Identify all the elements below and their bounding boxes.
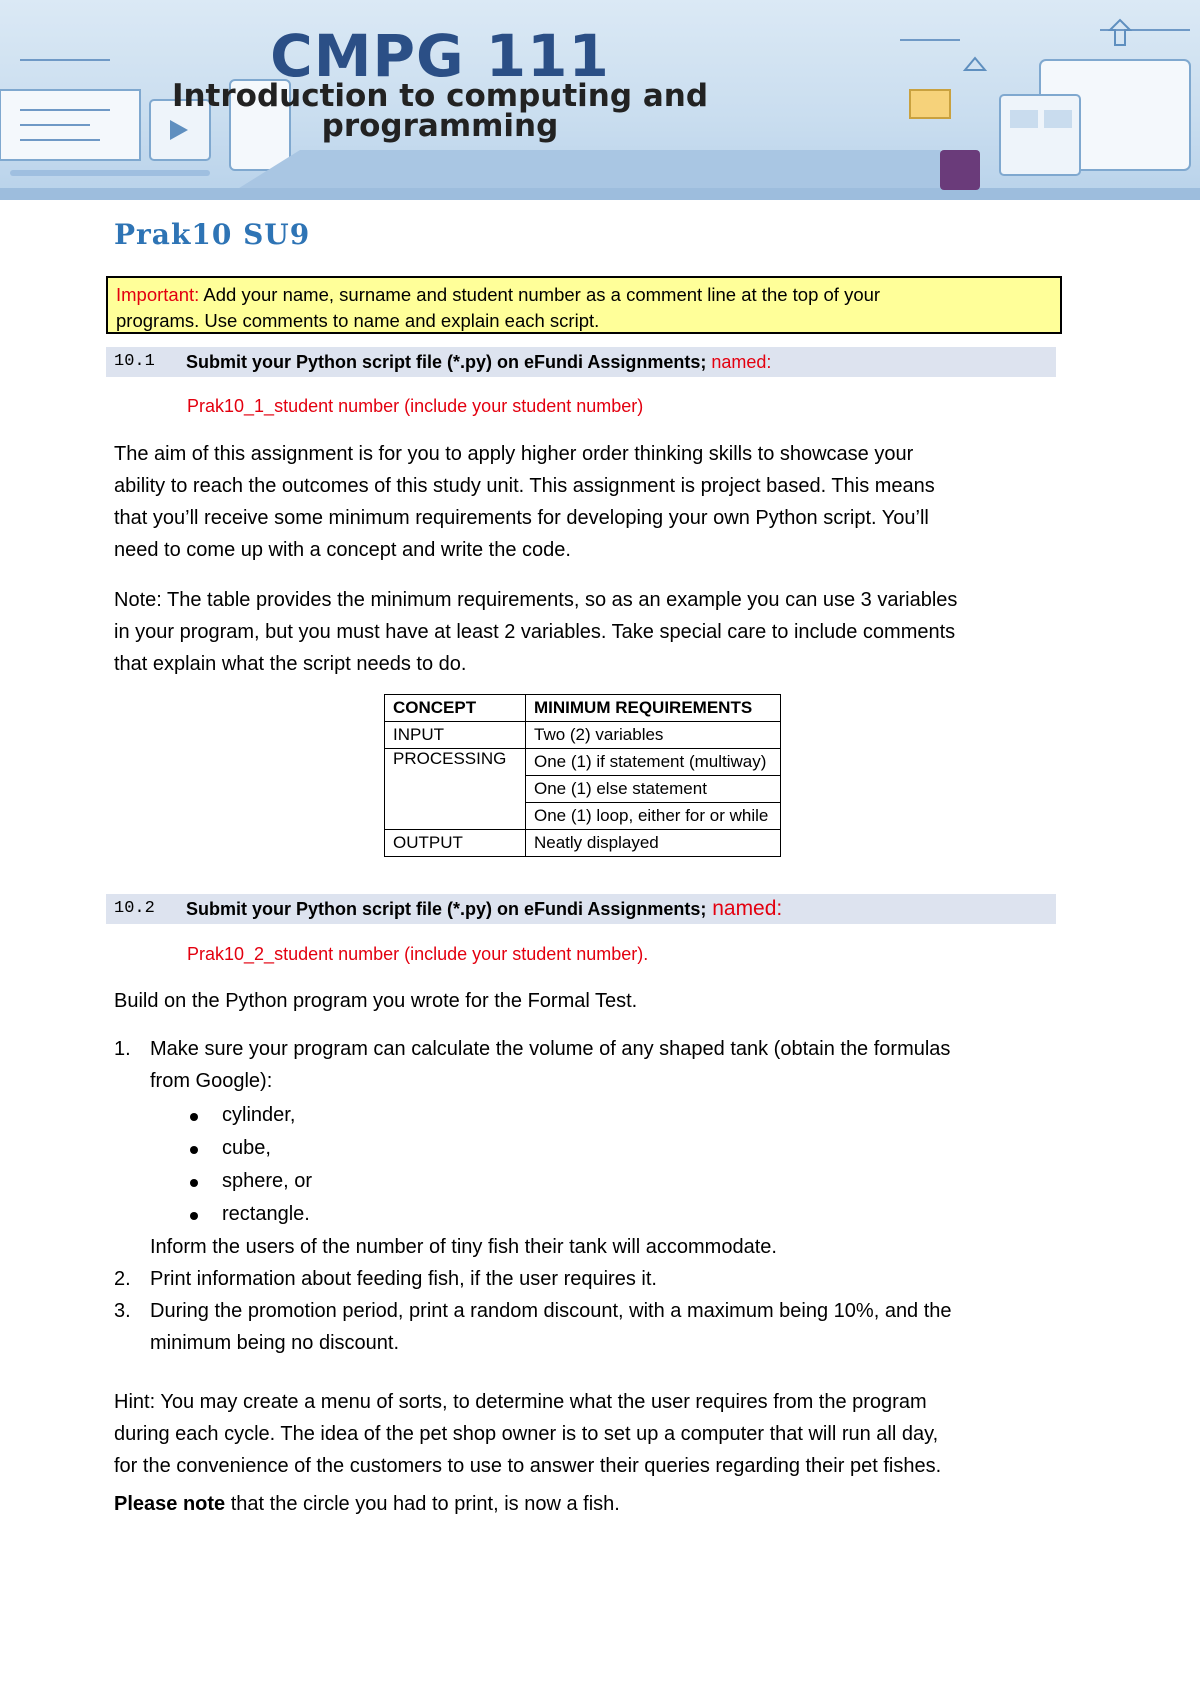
section-instruction: Submit your Python script file (*.py) on eFundi Assignments; bbox=[186, 899, 707, 919]
table-cell-concept: OUTPUT bbox=[385, 830, 526, 857]
section-heading bbox=[186, 894, 782, 924]
note-paragraph bbox=[114, 584, 1056, 680]
list-number: 2. bbox=[114, 1268, 131, 1290]
bullet-text: cylinder, bbox=[222, 1104, 296, 1126]
hint-line-2: during each cycle. The idea of the pet shop owner is to set up a computer that will run all day, bbox=[114, 1423, 939, 1445]
section-10-2-filename: Prak10_2_student number (include your student number). bbox=[187, 944, 649, 964]
section-number: 10.2 bbox=[114, 899, 155, 918]
hint-paragraph bbox=[114, 1386, 1056, 1482]
intro-line-1: The aim of this assignment is for you to apply higher order thinking skills to showcase your bbox=[114, 443, 914, 465]
table-cell-requirement: One (1) else statement bbox=[526, 776, 781, 803]
build-line: Build on the Python program you wrote for the Formal Test. bbox=[114, 990, 638, 1012]
intro-line-3: that you’ll receive some minimum requirements for developing your own Python script. You’ll bbox=[114, 507, 929, 529]
list-item-2 bbox=[114, 1263, 1064, 1295]
section-10-1-header bbox=[106, 347, 1056, 377]
shape-bullets bbox=[150, 1099, 1064, 1231]
table-cell-concept: INPUT bbox=[385, 722, 526, 749]
list-item bbox=[150, 1099, 1064, 1132]
section-named-label: named: bbox=[706, 352, 772, 372]
bullet-icon bbox=[190, 1212, 198, 1220]
list-item-3-line-1: During the promotion period, print a random discount, with a maximum being 10%, and the bbox=[150, 1300, 952, 1322]
table-cell-requirement: Neatly displayed bbox=[526, 830, 781, 857]
list-item-3-line-2: minimum being no discount. bbox=[150, 1332, 400, 1354]
banner-subtitle-line-2: programming bbox=[321, 108, 559, 144]
list-number: 3. bbox=[114, 1300, 131, 1322]
list-item-1 bbox=[114, 1033, 1064, 1263]
important-notice bbox=[106, 276, 1062, 334]
list-item-1-line-1: Make sure your program can calculate the volume of any shaped tank (obtain the formulas bbox=[150, 1038, 951, 1060]
table-header-row bbox=[385, 695, 781, 722]
bullet-icon bbox=[190, 1113, 198, 1121]
bullet-icon bbox=[190, 1146, 198, 1154]
section-instruction: Submit your Python script file (*.py) on eFundi Assignments; bbox=[186, 352, 707, 372]
final-note-text: that the circle you had to print, is now a fish. bbox=[225, 1493, 620, 1515]
table-cell-requirement: Two (2) variables bbox=[526, 722, 781, 749]
bullet-text: sphere, or bbox=[222, 1170, 313, 1192]
list-item-1-line-2: from Google): bbox=[150, 1070, 273, 1092]
table-row bbox=[385, 749, 781, 776]
banner-subtitle-line-1: Introduction to computing and bbox=[171, 78, 709, 114]
list-item bbox=[150, 1132, 1064, 1165]
requirements-table bbox=[384, 694, 781, 857]
bullet-text: cube, bbox=[222, 1137, 271, 1159]
list-item bbox=[150, 1198, 1064, 1231]
banner-course-code: CMPG 111 bbox=[270, 22, 610, 90]
list-item-2-line-1: Print information about feeding fish, if the user requires it. bbox=[150, 1268, 657, 1290]
table-cell-requirement: One (1) if statement (multiway) bbox=[526, 749, 781, 776]
table-cell-concept: PROCESSING bbox=[385, 749, 526, 830]
section-named-label: named: bbox=[706, 897, 783, 920]
note-line-1: Note: The table provides the minimum requirements, so as an example you can use 3 variables bbox=[114, 589, 958, 611]
final-note-bold: Please note bbox=[114, 1493, 226, 1515]
hint-line-3: for the convenience of the customers to use to answer their queries regarding their pet fishes. bbox=[114, 1455, 942, 1477]
header-banner bbox=[0, 0, 1200, 200]
bullet-icon bbox=[190, 1179, 198, 1187]
table-cell-requirement: One (1) loop, either for or while bbox=[526, 803, 781, 830]
intro-line-2: ability to reach the outcomes of this study unit. This assignment is project based. This means bbox=[114, 475, 935, 497]
bullet-text: rectangle. bbox=[222, 1203, 310, 1225]
note-line-2: in your program, but you must have at least 2 variables. Take special care to include comments bbox=[114, 621, 956, 643]
hint-line-1: Hint: You may create a menu of sorts, to determine what the user requires from the program bbox=[114, 1391, 927, 1413]
section-10-2-header bbox=[106, 894, 1056, 924]
list-item bbox=[150, 1165, 1064, 1198]
important-text-2: programs. Use comments to name and explain each script. bbox=[116, 310, 600, 331]
intro-paragraph bbox=[114, 438, 1056, 566]
list-item-1-after: Inform the users of the number of tiny fish their tank will accommodate. bbox=[150, 1236, 777, 1258]
important-text-1: Add your name, surname and student number as a comment line at the top of your bbox=[199, 284, 881, 305]
final-note bbox=[114, 1488, 1056, 1520]
list-number: 1. bbox=[114, 1038, 131, 1060]
note-line-3: that explain what the script needs to do. bbox=[114, 653, 467, 675]
table-row bbox=[385, 722, 781, 749]
table-row bbox=[385, 830, 781, 857]
important-line-1 bbox=[116, 282, 1052, 308]
intro-line-4: need to come up with a concept and write the code. bbox=[114, 539, 571, 561]
table-header-requirements: MINIMUM REQUIREMENTS bbox=[526, 695, 781, 722]
list-item-3 bbox=[114, 1295, 1064, 1359]
requirements-list bbox=[114, 1033, 1064, 1359]
section-heading bbox=[186, 347, 771, 377]
section-number: 10.1 bbox=[114, 352, 155, 371]
page-title: Prak10 SU9 bbox=[114, 218, 311, 251]
section-10-1-filename: Prak10_1_student number (include your student number) bbox=[187, 396, 644, 416]
important-label: Important: bbox=[116, 284, 200, 305]
table-header-concept: CONCEPT bbox=[385, 695, 526, 722]
